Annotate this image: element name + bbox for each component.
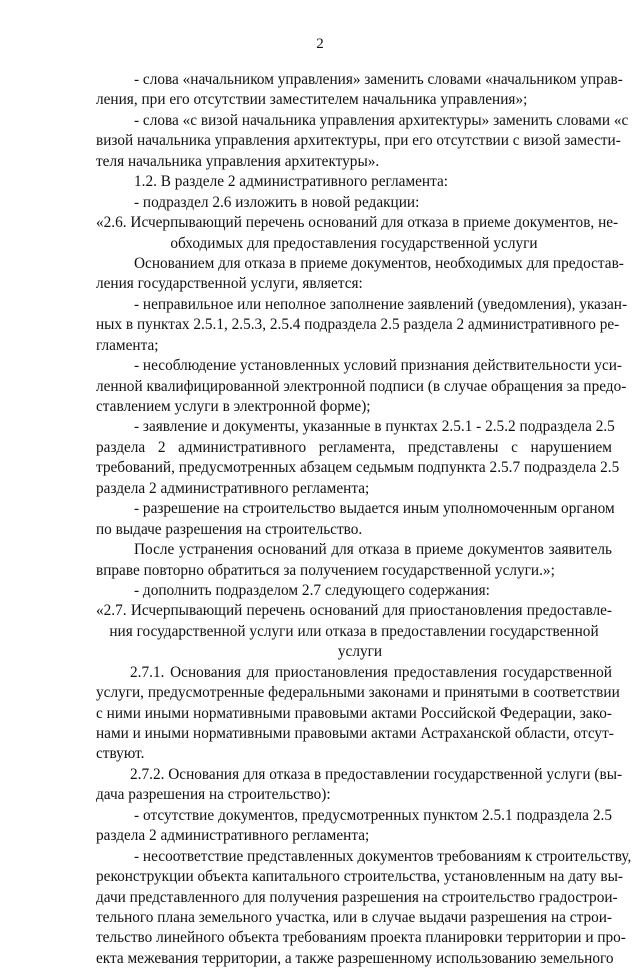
text-line: ленной квалифицированной электронной подписи (в случае обращения за предо- (96, 377, 627, 395)
text-line: «2.6. Исчерпывающий перечень оснований для отказа в приеме документов, не- (96, 214, 619, 232)
text-line: визой начальника управления архитектуры, при его отсутствии с визой замести- (96, 132, 621, 150)
text-line: теля начальника управления архитектуры». (96, 152, 380, 170)
text-line: - отсутствие документов, предусмотренных пунктом 2.5.1 подраздела 2.5 (134, 806, 612, 824)
text-line: ставлением услуги в электронной форме); (96, 398, 371, 415)
page-number: 2 (316, 36, 324, 52)
text-line: ления, при его отсутствии заместителем начальника управления»; (96, 91, 528, 109)
text-line: - слова «начальником управления» заменить словами «начальником управ- (134, 71, 623, 88)
text-line: требований, предусмотренных абзацем седьмым подпункта 2.5.7 подраздела 2.5 (96, 459, 620, 477)
text-line: дача разрешения на строительство): (96, 786, 331, 804)
text-line: После устранения оснований для отказа в приеме документов заявитель (134, 541, 612, 559)
text-line: ных в пунктах 2.5.1, 2.5.3, 2.5.4 подраздела 2.5 раздела 2 административного ре- (96, 316, 620, 334)
text-line: 2.7.1. Основания для приостановления предоставления государственной (130, 663, 612, 681)
text-line: услуги, предусмотренные федеральными законами и принятыми в соответствии (96, 684, 620, 702)
text-line: вправе повторно обратиться за получением государственной услуги.»; (96, 561, 555, 579)
text-line: услуги (337, 643, 383, 661)
text-line: обходимых для предоставления государственной услуги (170, 234, 538, 252)
text-line: Основанием для отказа в приеме документов, необходимых для предостав- (134, 254, 624, 272)
text-line: - подраздел 2.6 изложить в новой редакции: (134, 193, 420, 211)
text-line: реконструкции объекта капитального строительства, установленным на дату вы- (96, 868, 623, 886)
text-line: - слова «с визой начальника управления архитектуры» заменить словами «с (134, 111, 629, 129)
text-line: - дополнить подразделом 2.7 следующего содержания: (134, 581, 490, 599)
text-line: 2.7.2. Основания для отказа в предоставлении государственной услуги (вы- (130, 765, 623, 783)
text-line: 1.2. В разделе 2 административного регламента: (134, 173, 449, 191)
text-line: - заявление и документы, указанные в пунктах 2.5.1 - 2.5.2 подраздела 2.5 (134, 418, 615, 436)
text-line: «2.7. Исчерпывающий перечень оснований для приостановления предоставле- (96, 602, 612, 620)
text-line: тельство линейного объекта требованиям проекта планировки территории и про- (96, 929, 626, 947)
text-line: ления государственной услуги, является: (96, 275, 363, 293)
text-line: - несоблюдение установленных условий признания действительности уси- (134, 357, 623, 375)
text-line: гламента; (96, 336, 159, 354)
text-line: нами и иными нормативными правовыми актами Астраханской области, отсут- (96, 725, 614, 742)
text-line: по выдаче разрешения на строительство. (96, 520, 363, 538)
text-line: екта межевания территории, а также разрешенному использованию земельного (96, 949, 614, 967)
text-line: - неправильное или неполное заполнение заявлений (уведомления), указан- (134, 295, 628, 313)
text-line: дачи представленного для получения разрешения на строительство градострои- (96, 888, 618, 906)
text-line: раздела 2 административного регламента, представлены с нарушением (96, 438, 612, 456)
text-line: ния государственной услуги или отказа в предоставлении государственной (109, 622, 599, 640)
text-line: - разрешение на строительство выдается иным уполномоченным органом (134, 500, 615, 518)
text-line: - несоответствие представленных документов требованиям к строительству, (134, 847, 632, 865)
text-line: раздела 2 административного регламента; (96, 479, 370, 497)
text-line: с ними иными нормативными правовыми актами Российской Федерации, зако- (96, 704, 612, 722)
text-line: раздела 2 административного регламента; (96, 827, 370, 845)
text-line: тельного плана земельного участка, или в случае выдачи разрешения на строи- (96, 908, 613, 926)
document-body (96, 70, 632, 969)
text-line: ствуют. (96, 745, 145, 763)
